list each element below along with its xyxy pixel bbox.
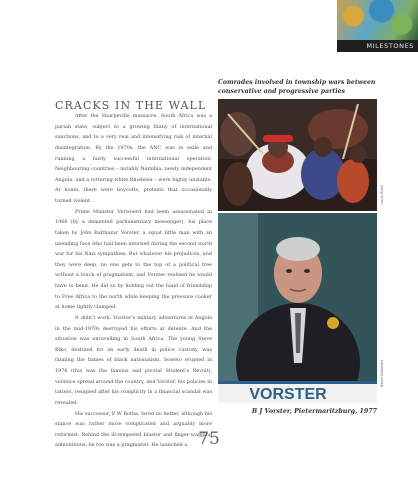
- milestones-label: MILESTONES: [366, 42, 414, 50]
- section-title: CRACKS IN THE WALL: [55, 99, 207, 112]
- protest-photo-credit: Louis Gubb: [380, 185, 384, 205]
- top-photo-caption: Comrades involved in township wars between conservative and progressive parties: [218, 79, 376, 95]
- article-body: [55, 111, 212, 451]
- article-paragraph: His successor, P W Botha, fared no better, although his stance was rather more complicated and arguably more reformist. Behind the ill-tempered bluster and finger-wagging admonitions, he too was a pragmatist. He launched a: [55, 410, 212, 449]
- vorster-sign-text: VORSTER: [249, 386, 327, 403]
- vorster-photo-credit: David Goldblatt: [380, 360, 384, 388]
- page-number: 75: [198, 429, 220, 449]
- vorster-photo: [218, 213, 377, 403]
- protest-photo: [218, 99, 377, 211]
- milestones-header-band: [337, 0, 418, 52]
- vorster-photo-caption: B J Vorster, Pietermaritzburg, 1977: [251, 408, 377, 415]
- protest-photo-illustration: [218, 99, 377, 211]
- article-paragraph: After the Sharpeville massacre, South Africa was a pariah state, subject to a growing litany of international sanctions, and to a very real and intensifying risk of internal disintegration. By the 1970s, the ANC was in exile and running a fairly successful international operation. Neighbouring countries – notably Namibia, newly independent Angola, and a tottering white Rhodesia – were highly unstable. At home, there were boycotts, protests that occasionally turned violent.: [55, 113, 212, 204]
- vorster-photo-illustration: [218, 213, 377, 403]
- article-paragraph: Prime Minister Verwoerd had been assassinated in 1966 (by a demented parliamentary messenger), his place taken by John Balthazar Vorster, a squat little man with an unending face who had been interned during the second world war for his Nazi sympathies. But whatever his prejudices, and they were deep, no one gets to the top of a political tree without a touch of pragmatism, and Vorster realised he would have to bend. He did so by holding out the hand of friendship to Free Africa to the north while keeping the pressure cooker at home tightly clamped.: [55, 208, 212, 311]
- article-paragraph: It didn’t work. Vorster’s military adventures in Angola in the mid-1970s destroyed his efforts at détente. And the situation was unravelling in South Africa. The young Steve Biko, destined for an early death in police custody, was fanning the flames of black nationalism. Soweto erupted in 1976 (this was the famous and pivotal Student’s Revolt), violence spread around the country, and Vorster, his policies in tatters, resigned after his complicity in a financial scandal was revealed.: [55, 314, 212, 406]
- milestones-artwork: [337, 0, 418, 40]
